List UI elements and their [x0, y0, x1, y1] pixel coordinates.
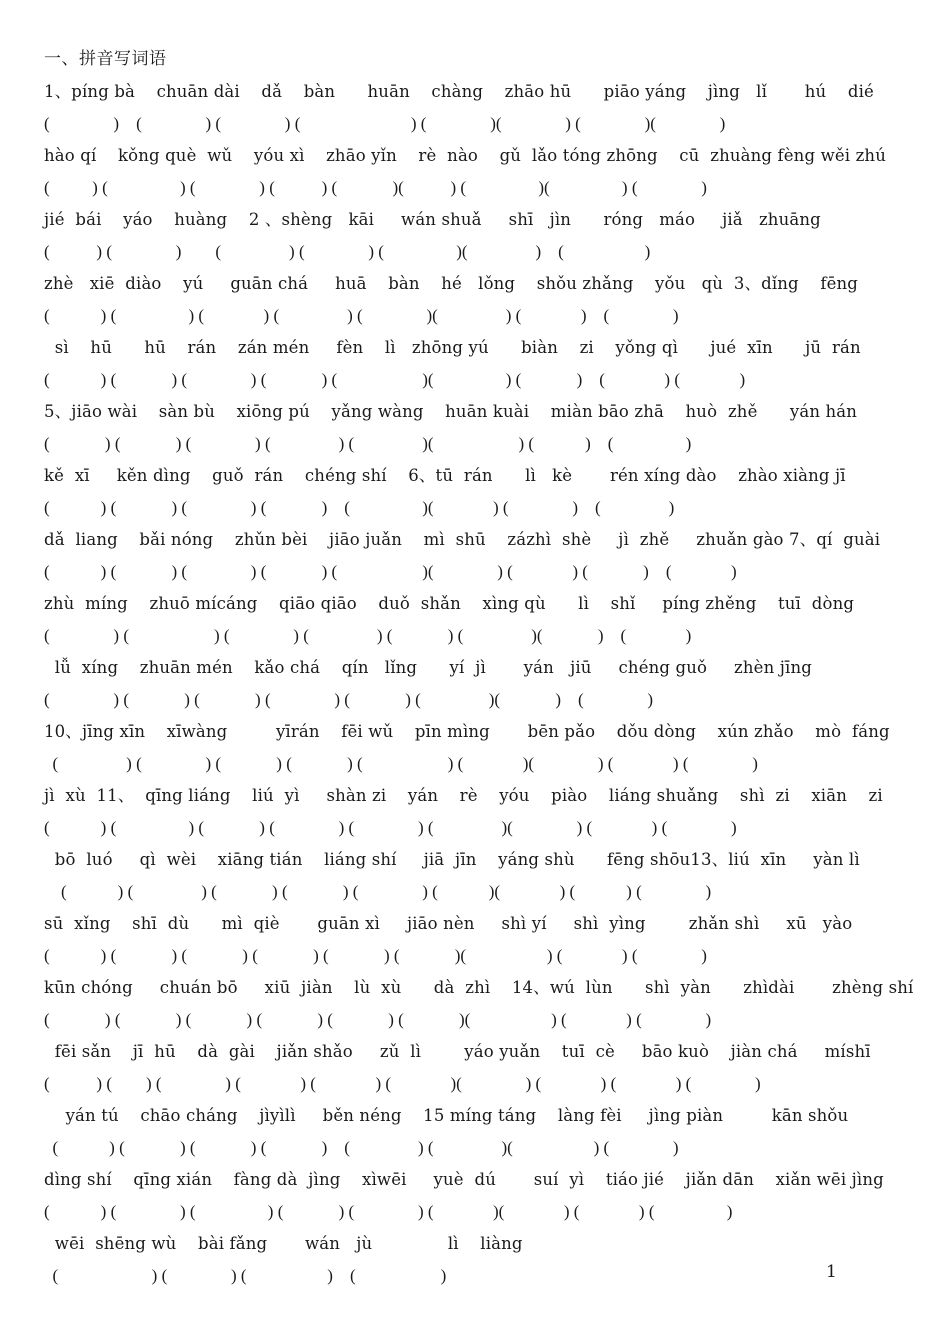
answer-blank-line[interactable]: ( ) ( ) ( ) ( ) ( )( ) ( ) ( ) — [44, 306, 679, 325]
pinyin-line: 10、jīng xīn xīwàng yīrán fēi wǔ pīn mìng bēn pǎo dǒu dòng xún zhǎo mò fáng — [44, 722, 890, 741]
pinyin-line: zhù míng zhuō mícáng qiāo qiāo duǒ shǎn xìng qù lì shǐ píng zhěng tuī dòng — [44, 594, 855, 613]
answer-blank-line[interactable]: ( ) ( ) ( ) ( ) ( )( ) ( ) — [44, 242, 651, 261]
answer-blank-line[interactable]: ( ) ( ) ( ) ( ) ( ) ( )( ) ( ) ( ) — [44, 754, 758, 773]
pinyin-line: jié bái yáo huàng 2 、shèng kāi wán shuǎ shī jìn róng máo jiǎ zhuāng — [44, 210, 821, 229]
pinyin-line: sì hū hū rán zán mén fèn lì zhōng yú biàn zi yǒng qì jué xīn jū rán — [44, 338, 861, 357]
answer-blank-line[interactable]: ( ) ( ) ( ) ( ) ( )( ) ( )( ) ( ) — [44, 178, 707, 197]
page-number: 1 — [826, 1262, 837, 1282]
answer-blank-line[interactable]: ( ) ( ) ( ) ( ) ( ) ( )( ) ( ) ( ) — [44, 1010, 712, 1029]
answer-blank-line[interactable]: ( ) ( ) ( ) ( ) ( ) ( )( ) ( ) ( ) — [44, 946, 707, 965]
pinyin-line: 5、jiāo wài sàn bù xiōng pú yǎng wàng huān kuài miàn bāo zhā huò zhě yán hán — [44, 402, 858, 421]
pinyin-line: jì xù 11、 qīng liáng liú yì shàn zi yán rè yóu piào liáng shuǎng shì zi xiān zi — [44, 786, 883, 805]
answer-blank-line[interactable]: ( ) ( ) ( ) ( ) ( ) ( )( ) ( ) — [44, 1138, 679, 1157]
answer-blank-line[interactable]: ( ) ( ) ( ) ( ) ( ) ( )( ) ( ) — [44, 690, 654, 709]
answer-blank-line[interactable]: ( ) ( ) ( ) ( ) ( )( ) ( ) ( ) ( ) — [44, 370, 746, 389]
pinyin-line: bō luó qì wèi xiāng tián liáng shí jiā jīn yáng shù fēng shōu13、liú xīn yàn lì — [44, 850, 860, 869]
answer-blank-line[interactable]: ( ) ( ) ( ) ( ) ( )( ) ( )( ) — [44, 114, 726, 133]
pinyin-line: yán tú chāo cháng jìyìlì běn néng 15 míng táng làng fèi jìng piàn kān shǒu — [44, 1106, 849, 1125]
pinyin-line: 1、píng bà chuān dài dǎ bàn huān chàng zhāo hū piāo yáng jìng lǐ hú dié — [44, 82, 874, 101]
pinyin-line: dǎ liang bǎi nóng zhǔn bèi jiāo juǎn mì shū zázhì shè jì zhě zhuǎn gào 7、qí guài — [44, 530, 881, 549]
answer-blank-line[interactable]: ( ) ( ) ( ) ( ) ( ) ( )( ) ( ) ( ) — [44, 1202, 733, 1221]
pinyin-line: hào qí kǒng què wǔ yóu xì zhāo yǐn rè nào gǔ lǎo tóng zhōng cū zhuàng fèng wěi zhú — [44, 146, 886, 165]
answer-blank-line[interactable]: ( ) ( ) ( ) ( ) ( ) ( )( ) ( ) ( ) — [44, 882, 712, 901]
answer-blank-line[interactable]: ( ) ( ) ( ) ( ) ( ) ( )( ) ( ) — [44, 626, 692, 645]
answer-blank-line[interactable]: ( ) ( ) ( ) ( ) ( )( ) ( ) ( ) — [44, 434, 692, 453]
pinyin-line: dìng shí qīng xián fàng dà jìng xìwēi yuè dú suí yì tiáo jié jiǎn dān xiǎn wēi jìng — [44, 1170, 884, 1189]
answer-blank-line[interactable]: ( ) ( ) ( ) ( ) ( ) ( )( ) ( ) ( ) ( ) — [44, 1074, 761, 1093]
answer-blank-line[interactable]: ( ) ( ) ( ) ( ) ( )( ) ( ) ( ) ( ) — [44, 562, 737, 581]
pinyin-line: lǚ xíng zhuān mén kǎo chá qín lǐng yí jì yán jiū chéng guǒ zhèn jīng — [44, 658, 812, 677]
pinyin-line: sū xǐng shī dù mì qiè guān xì jiāo nèn shì yí shì yìng zhǎn shì xū yào — [44, 914, 853, 933]
answer-blank-line[interactable]: ( ) ( ) ( ) ( ) — [44, 1266, 447, 1285]
exercise-lines — [44, 76, 914, 1292]
section-title: 一、拼音写词语 — [44, 49, 167, 69]
pinyin-line: kūn chóng chuán bō xiū jiàn lù xù dà zhì 14、wú lùn shì yàn zhìdài zhèng shí — [44, 978, 914, 997]
pinyin-line: kě xī kěn dìng guǒ rán chéng shí 6、tū rán lì kè rén xíng dào zhào xiàng jī — [44, 466, 846, 485]
pinyin-line: wēi shēng wù bài fǎng wán jù lì liàng — [44, 1234, 523, 1253]
answer-blank-line[interactable]: ( ) ( ) ( ) ( ) ( )( ) ( ) ( ) — [44, 498, 675, 517]
pinyin-line: fēi sǎn jī hū dà gài jiǎn shǎo zǔ lì yáo yuǎn tuī cè bāo kuò jiàn chá míshī — [44, 1042, 871, 1061]
pinyin-line: zhè xiē diào yú guān chá huā bàn hé lǒng shǒu zhǎng yǒu qù 3、dǐng fēng — [44, 274, 859, 293]
answer-blank-line[interactable]: ( ) ( ) ( ) ( ) ( ) ( )( ) ( ) ( ) — [44, 818, 737, 837]
